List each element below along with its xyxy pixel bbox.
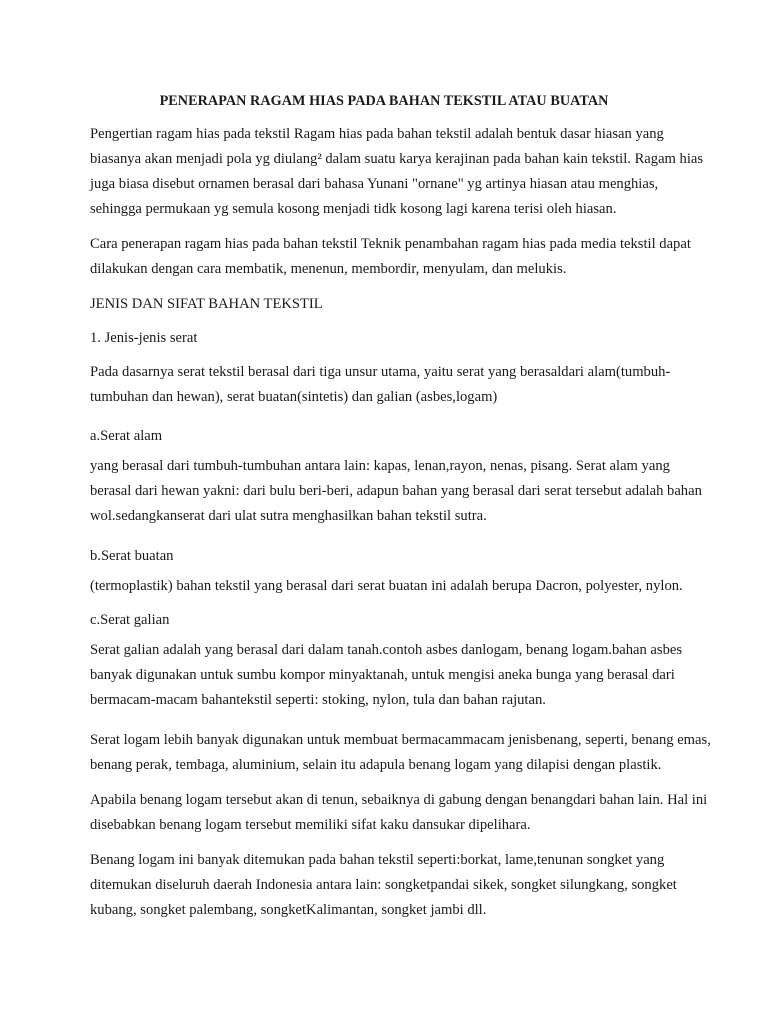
paragraph-line: Cara penerapan ragam hias pada bahan tekstil Teknik penambahan ragam hias pada media tekstil dapat <box>90 236 691 252</box>
paragraph <box>90 788 708 838</box>
paragraph-line: Apabila benang logam tersebut akan di tenun, sebaiknya di gabung dengan benangdari bahan lain. Hal ini <box>90 792 708 808</box>
paragraph-line: yang berasal dari tumbuh-tumbuhan antara lain: kapas, lenan,rayon, nenas, pisang. Serat alam yang <box>90 458 670 474</box>
paragraph-line: Serat logam lebih banyak digunakan untuk membuat bermacammacam jenisbenang, seperti, benang emas, <box>90 732 711 748</box>
paragraph-line: kubang, songket palembang, songketKalimantan, songket jambi dll. <box>90 902 487 918</box>
paragraph-line: Benang logam ini banyak ditemukan pada bahan tekstil seperti:borkat, lame,tenunan songket yang <box>90 852 665 868</box>
paragraph-line: c.Serat galian <box>90 612 170 628</box>
paragraph <box>90 608 682 633</box>
paragraph <box>90 454 702 529</box>
paragraph <box>90 292 682 317</box>
paragraph-line: biasanya akan menjadi pola yg diulang² dalam suatu karya kerajinan pada bahan kain tekstil. Ragam hias <box>90 151 704 167</box>
paragraph-line: disebabkan benang logam tersebut memiliki sifat kaku dansukar dipelihara. <box>90 817 531 833</box>
paragraph <box>90 122 704 222</box>
paragraph-line: benang perak, tembaga, aluminium, selain itu adapula benang logam yang dilapisi dengan plastik. <box>90 757 662 773</box>
paragraph-line: a.Serat alam <box>90 428 163 444</box>
paragraph-line: 1. Jenis-jenis serat <box>90 330 198 346</box>
paragraph-line: JENIS DAN SIFAT BAHAN TEKSTIL <box>90 296 323 312</box>
paragraph <box>90 326 682 351</box>
paragraph <box>90 638 682 713</box>
paragraph-line: berasal dari hewan yakni: dari bulu beri-beri, adapun bahan yang berasal dari serat tersebut adalah bahan <box>90 483 702 499</box>
paragraph <box>90 848 682 923</box>
paragraph-line: ditemukan diseluruh daerah Indonesia antara lain: songketpandai sikek, songket silungkang, songket <box>90 877 677 893</box>
paragraph-line: Pengertian ragam hias pada tekstil Ragam hias pada bahan tekstil adalah bentuk dasar hiasan yang <box>90 126 664 142</box>
paragraph <box>90 544 682 569</box>
paragraph-line: Serat galian adalah yang berasal dari dalam tanah.contoh asbes danlogam, benang logam.bahan asbes <box>90 642 683 658</box>
paragraph <box>90 424 682 449</box>
paragraph-line: banyak digunakan untuk sumbu kompor minyaktanah, untuk mengisi aneka bunga yang berasal dari <box>90 667 675 683</box>
paragraph-line: bermacam-macam bahantekstil seperti: stoking, nylon, tula dan bahan rajutan. <box>90 692 546 708</box>
paragraph <box>90 360 682 410</box>
paragraph-line: dilakukan dengan cara membatik, menenun, membordir, menyulam, dan melukis. <box>90 261 567 277</box>
paragraph-line: sehingga permukaan yg semula kosong menjadi tidk kosong lagi karena terisi oleh hiasan. <box>90 201 617 217</box>
paragraph <box>90 574 682 599</box>
paragraph-line: Pada dasarnya serat tekstil berasal dari tiga unsur utama, yaitu serat yang berasaldari alam(tumbuh- <box>90 364 671 380</box>
paragraph-line: b.Serat buatan <box>90 548 174 564</box>
paragraph-line: juga biasa disebut ornamen berasal dari bahasa Yunani "ornane" yg artinya hiasan atau menghias, <box>90 176 659 192</box>
paragraph-line: tumbuhan dan hewan), serat buatan(sintetis) dan galian (asbes,logam) <box>90 389 498 405</box>
paragraph-line: (termoplastik) bahan tekstil yang berasal dari serat buatan ini adalah berupa Dacron, polyester, nylon. <box>90 578 683 594</box>
paragraph <box>90 728 711 778</box>
paragraph <box>90 232 691 282</box>
paragraph-line: wol.sedangkanserat dari ulat sutra menghasilkan bahan tekstil sutra. <box>90 508 487 524</box>
document-title: PENERAPAN RAGAM HIAS PADA BAHAN TEKSTIL ATAU BUATAN <box>159 93 609 109</box>
